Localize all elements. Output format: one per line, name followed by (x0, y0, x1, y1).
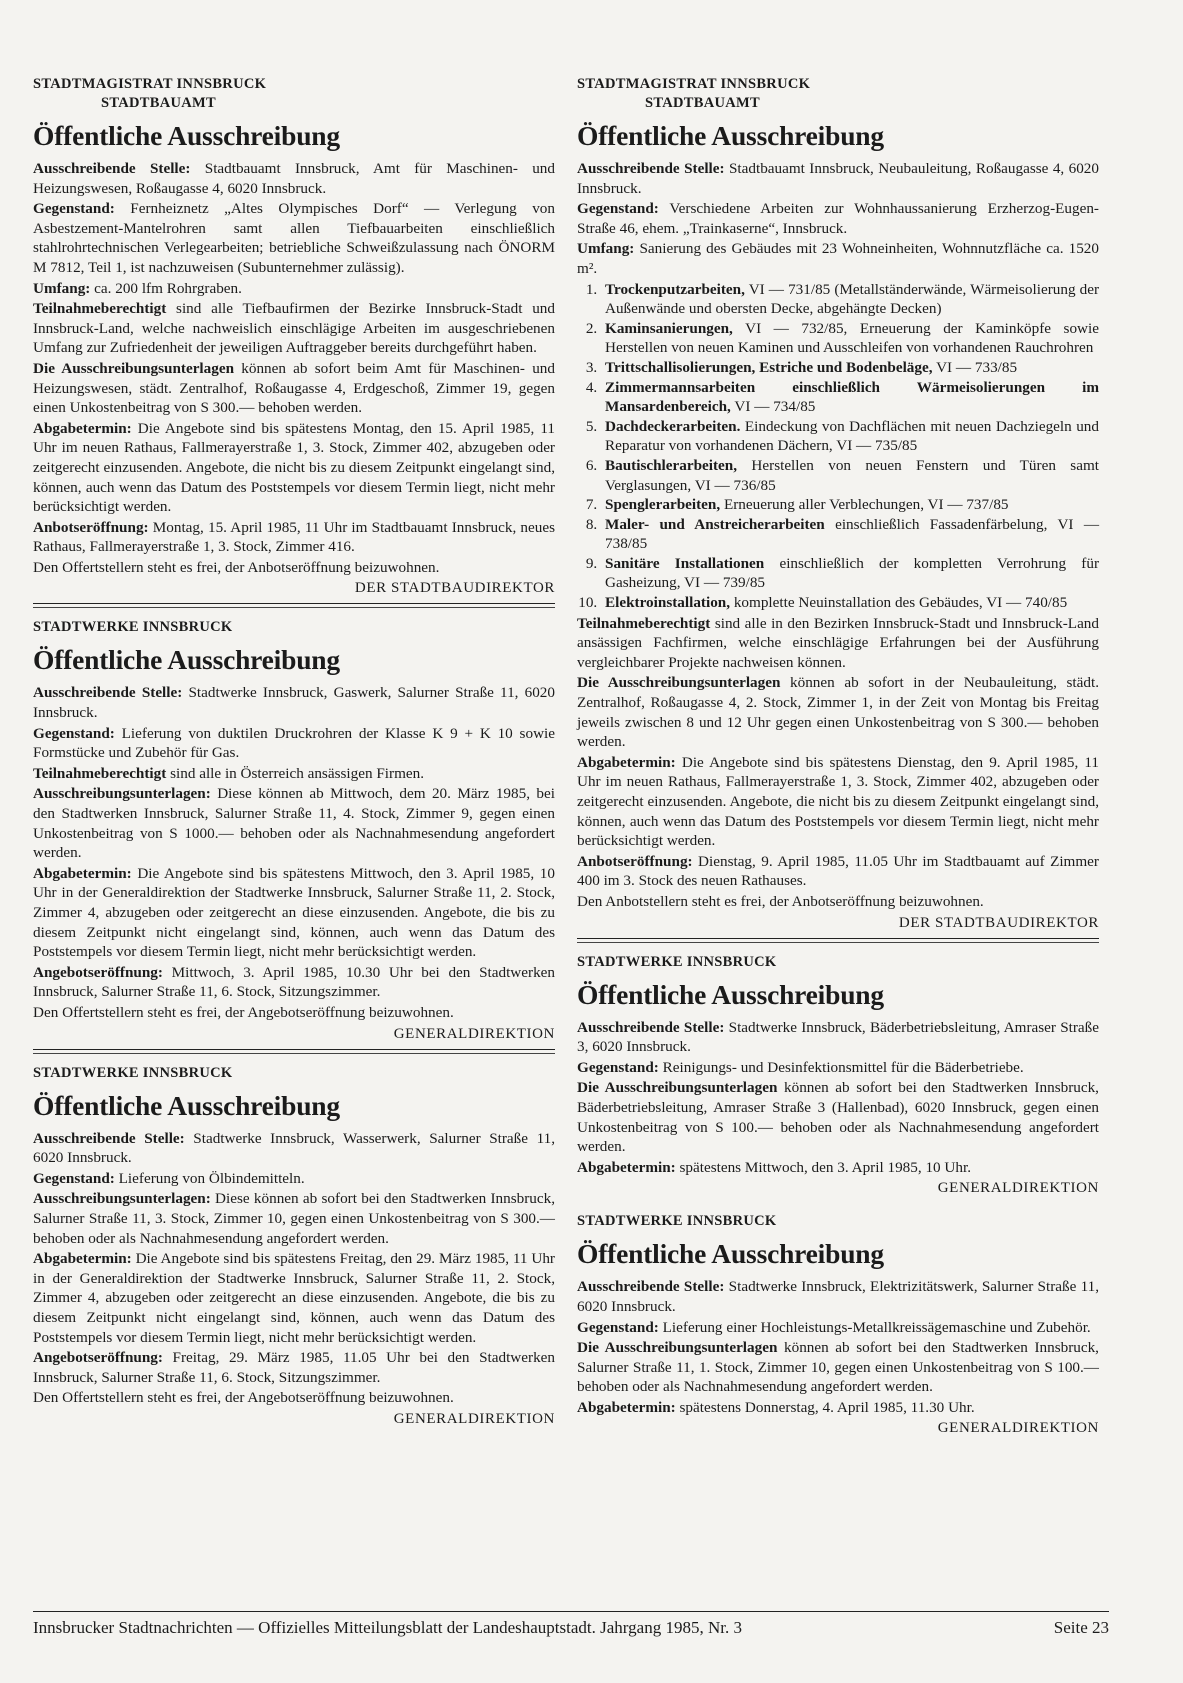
para-label: Umfang: (33, 279, 91, 297)
notice-paragraph (33, 279, 555, 299)
para-text: können ab sofort bei den Stadtwerken Innsbruck, Salurner Straße 11, 1. Stock, Zimmer 10, gegen einen Unkostenbeitrag von S 100.— behoben oder als Nachnahmesendung angefordert werden. (577, 1339, 1099, 1396)
para-text: sind alle in Österreich ansässigen Firmen. (166, 764, 425, 782)
para-label: Teilnahmeberechtigt (33, 764, 167, 782)
notice-org: STADTMAGISTRAT INNSBRUCK (33, 76, 267, 92)
para-label: Gegenstand: (577, 1318, 659, 1336)
page-number: Seite 23 (1053, 1618, 1109, 1637)
notice-title: Öffentliche Ausschreibung (33, 120, 340, 151)
item-text: VI — 732/85, Erneuerung der Kaminköpfe sowie Herstellen von neuen Kaminen und Ausschleifen von vorhandenen Rauchrohren (605, 319, 1099, 357)
para-text: Freitag, 29. März 1985, 11.05 Uhr bei den Stadtwerken Innsbruck, Salurner Straße 11, 6. Stock, Sitzungszimmer. (33, 1349, 555, 1386)
para-label: Anbotseröffnung: (33, 518, 149, 536)
section-divider (577, 938, 1099, 943)
item-text: VI — 731/85 (Metallständerwände, Wärmeisolierung der Außenwände und obersten Decke, abgehängte Decken) (605, 280, 1099, 318)
para-text: Die Angebote sind bis spätestens Mittwoch, den 3. April 1985, 10 Uhr in der Generaldirektion der Stadtwerke Innsbruck, Salurner Straße 11, 2. Stock, Zimmer 4, abzugeben oder zeitgerecht an diese einzusenden. Angebote, die bis zu diesem Zeitpunkt nicht eingelangt sind, können, auch wenn das Datum des Poststempels vor diesem Termin liegt, nicht mehr berücksichtigt werden. (33, 864, 555, 961)
notice-paragraph (33, 299, 555, 358)
para-label: Ausschreibende Stelle: (33, 1129, 185, 1147)
notice-signature: DER STADTBAUDIREKTOR (898, 914, 1099, 931)
notice-paragraph (33, 1348, 555, 1387)
item-label: Kaminsanierungen, (605, 319, 733, 337)
item-text: Erneuerung aller Verblechungen, VI — 737/85 (720, 496, 1009, 514)
notice-title: Öffentliche Ausschreibung (577, 978, 884, 1010)
notice-paragraph (33, 963, 555, 1002)
notice-paragraph (577, 892, 1099, 912)
para-text: Lieferung von duktilen Druckrohren der Klasse K 9 + K 10 sowie Formstücke und Zubehör für Gas. (33, 724, 555, 762)
para-text: Sanierung des Gebäudes mit 23 Wohneinheiten, Wohnnutzfläche ca. 1520 m². (577, 240, 1099, 277)
para-label: Ausschreibende Stelle: (577, 1278, 725, 1296)
para-text: Stadtwerke Innsbruck, Wasserwerk, Salurner Straße 11, 6020 Innsbruck. (33, 1129, 555, 1167)
notice-paragraph (33, 1129, 555, 1168)
para-text: können ab sofort bei den Stadtwerken Innsbruck, Bäderbetriebsleitung, Amraser Straße 3 (Hallenbad), 6020 Innsbruck, gegen einen Unkostenbeitrag von S 100.— behoben oder als Nachnahmesendung angefordert werden. (577, 1079, 1099, 1156)
para-text: Lieferung einer Hochleistungs-Metallkreissägemaschine und Zubehör. (658, 1318, 1091, 1336)
para-text: Die Angebote sind bis spätestens Montag, den 15. April 1985, 11 Uhr im neuen Rathaus, Fallmerayerstraße 1, 3. Stock, Zimmer 402, abzugeben oder zeitgerecht einzusenden. Angebote, die nicht bis zu diesem Zeitpunkt eingelangt sind, können, auch wenn das Datum des Poststempels vor diesem Termin liegt, nicht mehr berücksichtigt werden. (33, 419, 555, 516)
notice-paragraph (33, 1189, 555, 1248)
list-item (601, 280, 1099, 319)
item-text: komplette Neuinstallation des Gebäudes, VI — 740/85 (730, 594, 1068, 612)
para-label: Gegenstand: (33, 200, 115, 218)
notice-org: STADTWERKE INNSBRUCK (33, 1064, 233, 1081)
para-label: Angebotseröffnung: (33, 1349, 163, 1367)
work-items-list (577, 280, 1099, 613)
left-column (33, 75, 555, 1429)
notice-paragraph (577, 1338, 1099, 1397)
notice-signature: GENERALDIREKTION (937, 1180, 1099, 1197)
notice-paragraph (577, 159, 1099, 198)
para-text: Lieferung von Ölbindemitteln. (114, 1169, 305, 1187)
list-item (601, 515, 1099, 554)
para-text: Diese können ab sofort bei den Stadtwerken Innsbruck, Salurner Straße 11, 3. Stock, Zimmer 10, gegen einen Unkostenbeitrag von S 300.— behoben oder als Nachnahmesendung angefordert werden. (33, 1190, 555, 1247)
para-text: sind alle Tiefbaufirmen der Bezirke Innsbruck-Stadt und Innsbruck-Land, welche nachweislich einschlägige Arbeiten im ausgeschriebenen Umfang zur Zufriedenheit der jeweiligen Auftraggeber bereits durchgeführt haben. (33, 300, 555, 357)
para-label: Teilnahmeberechtigt (577, 614, 711, 632)
para-label: Die Ausschreibungsunterlagen (577, 1079, 778, 1097)
para-label: Abgabetermin: (577, 1398, 676, 1416)
notice-title: Öffentliche Ausschreibung (577, 120, 884, 151)
notice-paragraph (33, 784, 555, 862)
item-label: Dachdeckerarbeiten. (605, 417, 741, 435)
notice-paragraph (577, 1078, 1099, 1156)
para-label: Ausschreibende Stelle: (33, 160, 191, 177)
notice-paragraph (33, 359, 555, 418)
notice-stadtwerke-gaswerk (33, 618, 555, 1053)
para-text: Mittwoch, 3. April 1985, 10.30 Uhr bei den Stadtwerken Innsbruck, Salurner Straße 11, 6. Stock, Sitzungszimmer. (33, 963, 555, 1001)
list-item (601, 456, 1099, 495)
notice-paragraph (577, 1318, 1099, 1338)
list-item (601, 593, 1099, 613)
para-label: Abgabetermin: (577, 1158, 676, 1176)
notice-paragraph (33, 419, 555, 517)
para-label: Abgabetermin: (33, 864, 132, 882)
notice-org: STADTWERKE INNSBRUCK (577, 1213, 777, 1230)
item-label: Bautischlerarbeiten, (605, 456, 738, 474)
notice-org-department: STADTBAUAMT (645, 95, 761, 111)
notice-signature: GENERALDIREKTION (937, 1420, 1099, 1437)
para-text: Reinigungs- und Desinfektionsmittel für die Bäderbetriebe. (658, 1058, 1024, 1076)
item-text: VI — 733/85 (932, 358, 1018, 376)
notice-org-department: STADTBAUAMT (101, 95, 217, 111)
notice-paragraph (33, 1169, 555, 1189)
notice-paragraph (577, 852, 1099, 891)
item-text: einschließlich Fassadenfärbelung, VI — 738/85 (605, 515, 1100, 553)
item-label: Zimmermannsarbeiten einschließlich Wärmeisolierungen im Mansardenbereich, (605, 378, 1099, 416)
notice-stadtbauamt-fernheiznetz (33, 75, 555, 608)
notice-paragraph (577, 1058, 1099, 1078)
list-item (601, 495, 1099, 515)
notice-paragraph (577, 673, 1099, 751)
para-label: Gegenstand: (577, 200, 659, 218)
notice-stadtwerke-wasserwerk (33, 1064, 555, 1429)
para-label: Teilnahmeberechtigt (33, 300, 167, 318)
notice-paragraph (33, 1249, 555, 1347)
para-text: Verschiedene Arbeiten zur Wohnhaussanierung Erzherzog-Eugen-Straße 46, ehem. „Trainkaserne“, Innsbruck. (577, 200, 1099, 237)
right-column (577, 75, 1099, 1438)
section-divider (33, 603, 555, 608)
item-label: Elektroinstallation, (605, 594, 731, 612)
item-label: Trittschallisolierungen, Estriche und Bodenbeläge, (605, 358, 933, 376)
para-text: können ab sofort in der Neubauleitung, städt. Zentralhof, Roßaugasse 4, 2. Stock, Zimmer 1, in der Zeit von Montag bis Freitag jeweils zwischen 8 und 12 Uhr gegen einen Unkostenbeitrag von S 300.— behoben werden. (577, 674, 1100, 751)
para-label: Abgabetermin: (577, 753, 676, 771)
section-divider (33, 1049, 555, 1054)
para-text: sind alle in den Bezirken Innsbruck-Stadt und Innsbruck-Land ansässigen Fachfirmen, welche einschlägige Erfahrungen bei der Ausführung vergleichbarer Projekte nachweisen können. (577, 614, 1099, 671)
notice-paragraph (33, 1388, 555, 1408)
notice-paragraph (33, 518, 555, 557)
para-text: Stadtbauamt Innsbruck, Amt für Maschinen- und Heizungswesen, Roßaugasse 4, 6020 Innsbruck. (33, 160, 555, 197)
notice-org: STADTWERKE INNSBRUCK (33, 619, 233, 636)
para-text: Stadtwerke Innsbruck, Elektrizitätswerk, Salurner Straße 11, 6020 Innsbruck. (577, 1278, 1100, 1315)
para-label: Ausschreibungsunterlagen: (33, 785, 211, 803)
para-label: Ausschreibende Stelle: (577, 1018, 725, 1036)
notice-title: Öffentliche Ausschreibung (577, 1238, 884, 1270)
list-item (601, 358, 1099, 378)
page-footer (33, 1611, 1109, 1638)
para-text: Dienstag, 9. April 1985, 11.05 Uhr im Stadtbauamt auf Zimmer 400 im 3. Stock des neuen Rathauses. (577, 852, 1099, 890)
list-item (601, 378, 1099, 417)
para-text: ca. 200 lfm Rohrgraben. (90, 279, 242, 297)
para-text: Montag, 15. April 1985, 11 Uhr im Stadtbauamt Innsbruck, neues Rathaus, Fallmerayerstraße 1, 3. Stock, Zimmer 416. (33, 518, 555, 556)
notice-stadtbauamt-wohnhaussanierung (577, 75, 1099, 943)
notice-signature: DER STADTBAUDIREKTOR (354, 580, 555, 597)
notice-org: STADTMAGISTRAT INNSBRUCK (577, 76, 811, 92)
notice-org: STADTWERKE INNSBRUCK (577, 953, 777, 970)
notice-paragraph (577, 1158, 1099, 1178)
notice-paragraph (577, 753, 1099, 851)
item-text: VI — 734/85 (730, 398, 816, 416)
notice-paragraph (33, 159, 555, 198)
notice-signature: GENERALDIREKTION (393, 1410, 555, 1427)
para-label: Gegenstand: (577, 1058, 659, 1076)
list-item (601, 319, 1099, 358)
para-label: Gegenstand: (33, 1169, 115, 1187)
para-text: Den Anbotstellern steht es frei, der Anbotseröffnung beizuwohnen. (577, 892, 984, 910)
notice-paragraph (577, 199, 1099, 238)
para-text: Die Angebote sind bis spätestens Dienstag, den 9. April 1985, 11 Uhr im neuen Rathaus, Fallmerayerstraße 1, 3. Stock, Zimmer 402, abzugeben oder zeitgerecht einzusenden. Angebote, die nicht bis zu diesem Zeitpunkt eingelangt sind, können, auch wenn das Datum des Poststempels vor diesem Termin liegt, nicht mehr berücksichtigt werden. (577, 753, 1099, 850)
para-label: Ausschreibungsunterlagen: (33, 1190, 211, 1208)
para-text: Den Offertstellern steht es frei, der Angebotseröffnung beizuwohnen. (33, 1003, 454, 1021)
notice-title: Öffentliche Ausschreibung (33, 1089, 340, 1121)
para-label: Abgabetermin: (33, 419, 132, 437)
para-text: Die Angebote sind bis spätestens Freitag, den 29. März 1985, 11 Uhr in der Generaldirektion der Stadtwerke Innsbruck, Salurner Straße 11, 2. Stock, Zimmer 4, abzugeben oder zeitgerecht an diese einzusenden. Angebote, die bis zu diesem Zeitpunkt nicht eingelangt sind, können, auch wenn das Datum des Poststempels vor diesem Termin liegt, nicht mehr berücksichtigt werden. (33, 1250, 555, 1346)
item-text: Herstellen von neuen Fenstern und Türen samt Verglasungen, VI — 736/85 (605, 456, 1099, 494)
para-label: Umfang: (577, 240, 635, 258)
para-text: spätestens Donnerstag, 4. April 1985, 11.30 Uhr. (675, 1398, 975, 1416)
para-label: Ausschreibende Stelle: (33, 684, 183, 702)
notice-paragraph (577, 1277, 1099, 1316)
item-text: einschließlich der kompletten Verrohrung für Gasheizung, VI — 739/85 (605, 554, 1099, 592)
publication-line: Innsbrucker Stadtnachrichten — Offizielles Mitteilungsblatt der Landeshauptstadt. Jahrgang 1985, Nr. 3 (33, 1618, 742, 1637)
notice-paragraph (33, 683, 555, 722)
para-text: Den Offertstellern steht es frei, der Anbotseröffnung beizuwohnen. (33, 558, 440, 576)
notice-paragraph (577, 239, 1099, 278)
item-label: Sanitäre Installationen (605, 554, 765, 572)
para-label: Gegenstand: (33, 724, 115, 742)
para-label: Ausschreibende Stelle: (577, 160, 725, 177)
para-text: spätestens Mittwoch, den 3. April 1985, 10 Uhr. (675, 1158, 972, 1176)
para-label: Die Ausschreibungsunterlagen (33, 359, 235, 377)
notice-stadtwerke-baeder (577, 953, 1099, 1199)
item-text: Eindeckung von Dachflächen mit neuen Dachziegeln und Reparatur von vorhandenen Dächern, VI — 735/85 (605, 417, 1099, 455)
notice-paragraph (577, 1018, 1099, 1057)
para-text: können ab sofort beim Amt für Maschinen- und Heizungswesen, städt. Zentralhof, Roßaugasse 4, Erdgeschoß, Zimmer 19, gegen einen Unkostenbeitrag von S 300.— behoben werden. (33, 359, 555, 417)
notice-paragraph (33, 199, 555, 277)
notice-stadtwerke-elektrizitaetswerk (577, 1212, 1099, 1438)
notice-paragraph (577, 1398, 1099, 1418)
notice-signature: GENERALDIREKTION (393, 1025, 555, 1042)
notice-paragraph (33, 1003, 555, 1023)
para-label: Anbotseröffnung: (577, 852, 693, 870)
item-label: Maler- und Anstreicherarbeiten (605, 515, 825, 533)
notice-paragraph (33, 724, 555, 763)
para-text: Diese können ab Mittwoch, dem 20. März 1985, bei den Stadtwerken Innsbruck, Salurner Straße 11, 4. Stock, Zimmer 9, gegen einen Unkostenbeitrag von S 1000.— behoben oder als Nachnahmesendung angefordert werden. (33, 785, 555, 862)
notice-paragraph (33, 558, 555, 578)
para-label: Die Ausschreibungsunterlagen (577, 1339, 778, 1357)
item-label: Trockenputzarbeiten, (605, 280, 745, 298)
para-label: Abgabetermin: (33, 1250, 132, 1268)
para-text: Stadtwerke Innsbruck, Bäderbetriebsleitung, Amraser Straße 3, 6020 Innsbruck. (577, 1018, 1100, 1056)
para-text: Den Offertstellern steht es frei, der Angebotseröffnung beizuwohnen. (33, 1389, 454, 1407)
list-item (601, 417, 1099, 456)
notice-paragraph (33, 764, 555, 784)
para-text: Stadtbauamt Innsbruck, Neubauleitung, Roßaugasse 4, 6020 Innsbruck. (577, 160, 1099, 197)
notice-paragraph (577, 614, 1099, 673)
para-text: Stadtwerke Innsbruck, Gaswerk, Salurner Straße 11, 6020 Innsbruck. (33, 684, 555, 722)
para-label: Die Ausschreibungsunterlagen (577, 674, 781, 692)
notice-title: Öffentliche Ausschreibung (33, 644, 340, 676)
para-label: Angebotseröffnung: (33, 963, 163, 981)
item-label: Spenglerarbeiten, (605, 496, 721, 514)
para-text: Fernheiznetz „Altes Olympisches Dorf“ — Verlegung von Asbestzement-Mantelrohren samt allen Tiefbauarbeiten einschließlich stahlrohrtechnischen Verlegearbeiten; betriebliche Schweißzulassung nach ÖNORM M 7812, Teil 1, ist nachzuweisen (Subunternehmer zulässig). (33, 200, 555, 276)
list-item (601, 554, 1099, 593)
notice-paragraph (33, 864, 555, 962)
